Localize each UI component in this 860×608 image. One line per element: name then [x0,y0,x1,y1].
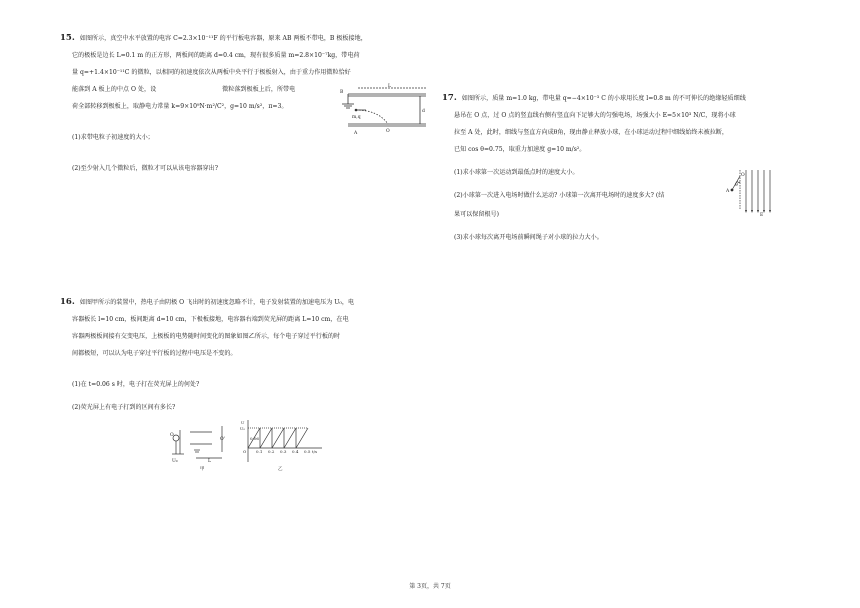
question-text-line: 它的极板是边长 L=0.1 m 的正方形，两板间的距离 d=0.4 cm，现有很多质量 m=2.8×10⁻⁷kg，带电荷 [72,52,360,59]
tick-label: 0.4 [292,449,299,454]
question-text-fragment: 微粒落到极板上后，所带电 [222,86,296,93]
question-text-line: 容器两极板间接有交变电压，上极板的电势随时间变化的图象如图乙所示，每个电子穿过平行板的时 [72,333,341,340]
question-text-line: 荷全部转移到极板上，取静电力常量 k=9×10⁹N·m²/C²，g=10 m/s²，π=3。 [72,103,288,110]
fig-label: O [741,173,745,178]
fig-label: L [208,459,211,464]
question-17 [442,90,802,246]
subquestion-2: (2)至少射入几个微粒后，微粒才可以从该电容器穿出? [72,165,218,172]
question-text-line: 如图所示，真空中水平放置的电容 C=2.3×10⁻¹¹F 的平行板电容器，原来 AB 两板不带电，B 极板接地， [79,35,367,42]
fig-label: E [760,213,764,216]
capacitor-diagram [338,82,430,144]
figure-caption: 乙 [278,467,283,472]
pendulum-field-diagram [726,170,782,216]
tick-label: 0.1 [256,449,263,454]
axis-label: O [243,449,247,454]
tick-label: 0.2 [268,449,275,454]
fig-label: A [354,131,358,136]
question-text-line: 如图所示，质量 m=1.0 kg，带电量 q=−4×10⁻³ C 的小球用长度 l=0.8 m 的不可伸长的绝缘轻质细线 [461,95,746,102]
fig-label: U₀ [172,459,178,464]
question-number: 16. [60,297,75,307]
subquestion-2: (2)荧光屏上有电子打到的区间有多长? [72,404,176,411]
figure-caption: 甲 [200,467,205,472]
fig-label: O' [220,437,225,442]
page-footer: 第 3页，共 7页 [409,583,451,590]
tick-label: 0.06 [250,436,259,441]
fig-label: d [422,109,425,114]
question-number: 15. [60,33,75,43]
subquestion-2-cont: 果可以保留根号) [454,211,500,218]
fig-label: L [388,84,391,89]
fig-label: O [170,433,174,438]
axis-label: t/s [312,449,318,454]
question-16 [60,294,435,416]
fig-label: O [386,129,390,134]
subquestion-3: (3)求小球每次离开电场前瞬间绳子对小球的拉力大小。 [454,234,603,241]
question-text-fragment: 能落到 A 板上的中点 O 处，设 [72,86,157,93]
question-text-line: 容器板长 l=10 cm，板间距离 d=10 cm，下极板接地，电容器右端到荧光屏的距离 L=10 cm，在电 [72,316,349,323]
question-text-line: 量 q=+1.4×10⁻¹¹C 的微粒，以相同的初速度依次从两板中央平行于极板射入，由于重力作用微粒恰好 [72,69,351,76]
tick-label: 0.5 [304,449,311,454]
subquestion-1: (1)求小球第一次运动到最低点时的速度大小。 [454,169,579,176]
fig-label: B [340,90,344,95]
subquestion-1: (1)在 t=0.06 s 时，电子打在荧光屏上的何处? [72,381,200,388]
question-text-line: 如图甲所示的装置中，热电子由阴极 O 飞出时的初速度忽略不计，电子发射装置的加速电压为 U₀，电 [79,299,355,306]
voltage-time-graph [240,418,324,474]
tick-label: 0.3 [280,449,287,454]
subquestion-1: (1)求带电粒子初速度的大小； [72,134,154,141]
question-text-line: 已知 cos θ=0.75，取重力加速度 g=10 m/s²。 [454,146,586,153]
axis-label: U₀ [240,426,245,431]
fig-label: m,q [352,115,361,120]
fig-label: A [726,189,730,194]
question-number: 17. [442,93,457,103]
fig-label: θ [735,183,738,188]
subquestion-2: (2)小球第一次进入电场时做什么运动? 小球第一次离开电场时的速度多大? (结 [454,192,665,199]
question-text-line: 间都极短，可以认为电子穿过平行板的过程中电压是不变的。 [72,350,237,357]
axis-label: U [241,420,245,425]
question-text-line: 拉至 A 处，此时，细线与竖直方向成θ角，现由静止释放小球，在小球运动过程中细线始终未被拉断， [454,129,728,136]
electron-gun-diagram [166,424,230,472]
question-text-line: 悬吊在 O 点，过 O 点的竖直线右侧有竖直向下足够大的匀强电场，场强大小 E=5×10³ N/C，现将小球 [454,112,736,119]
